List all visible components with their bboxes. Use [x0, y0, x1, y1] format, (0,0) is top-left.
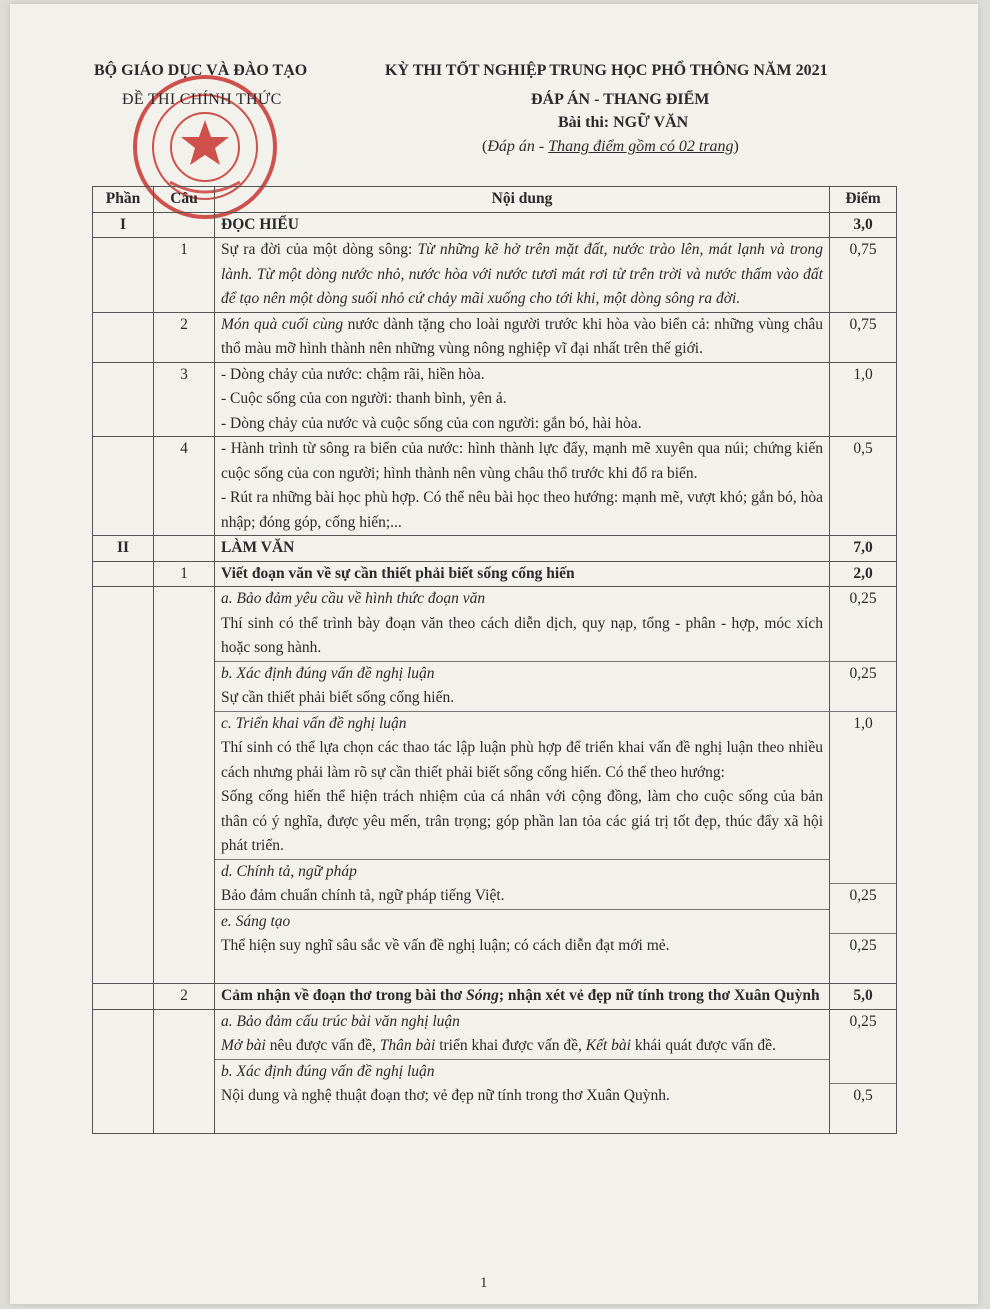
answer-points: 0,75: [830, 238, 897, 313]
answer-points: 1,0: [830, 362, 897, 437]
section-title: ĐỌC HIỂU: [215, 212, 830, 238]
question-number: 1: [154, 561, 215, 587]
table-row: [93, 587, 897, 984]
page-number: 1: [480, 1275, 488, 1291]
table-row: [93, 984, 897, 1010]
question-number: 3: [154, 362, 215, 437]
question-points: 5,0: [830, 984, 897, 1010]
criteria-points: 0,25 0,5: [830, 1009, 897, 1134]
criterion-a: a. Bảo đảm yêu cầu về hình thức đoạn văn Thí sinh có thể trình bày đoạn văn theo cách diễn dịch, quy nạp, tổng - phân - hợp, móc xích hoặc song hành.: [221, 590, 823, 656]
answer-points: 0,5: [830, 437, 897, 536]
criterion-b: b. Xác định đúng vấn đề nghị luận Nội dung và nghệ thuật đoạn thơ; vẻ đẹp nữ tính trong thơ Xuân Quỳnh.: [215, 1059, 829, 1109]
question-points: 2,0: [830, 561, 897, 587]
answer-text: Sự ra đời của một dòng sông: Từ những kẽ hở trên mặt đất, nước trào lên, mát lạnh và trong lành. Từ một dòng nước nhỏ, nước hòa với nước tươi mát rơi từ trên trời và nước thấm vào đất để tạo nên một dòng suối nhỏ cứ chảy mãi xuống cho tới khi, một dòng sông ra đời.: [215, 238, 830, 313]
criterion-c: c. Triển khai vấn đề nghị luận Thí sinh có thể lựa chọn các thao tác lập luận phù hợp để triển khai vấn đề nghị luận theo nhiều cách nhưng phải làm rõ sự cần thiết phải biết sống cống hiến. Có thể theo hướng: Sống cống hiến thể hiện trách nhiệm của cá nhân với cộng đồng, làm cho cuộc sống của bản thân có ý nghĩa, được yêu mến, trân trọng; góp phần lan tỏa các giá trị tốt đẹp, thúc đẩy xã hội phát triển.: [215, 711, 829, 859]
section-title: LÀM VĂN: [215, 536, 830, 562]
criteria-points: 0,25 0,25 1,0 0,25 0,25: [830, 587, 897, 984]
question-number: 4: [154, 437, 215, 536]
table-row: [93, 238, 897, 313]
header-question: Câu: [154, 187, 215, 213]
table-row: [93, 1009, 897, 1134]
header-points: Điểm: [830, 187, 897, 213]
table-header-row: [93, 187, 897, 213]
question-number: 1: [154, 238, 215, 313]
question-title: Cảm nhận về đoạn thơ trong bài thơ Sóng; nhận xét vẻ đẹp nữ tính trong thơ Xuân Quỳnh: [215, 984, 830, 1010]
criterion-e: e. Sáng tạo Thể hiện suy nghĩ sâu sắc về vấn đề nghị luận; có cách diễn đạt mới mẻ.: [215, 909, 829, 959]
question-number: 2: [154, 984, 215, 1010]
exam-title: KỲ THI TỐT NGHIỆP TRUNG HỌC PHỔ THÔNG NĂM 2021: [385, 62, 828, 79]
answer-text: Món quà cuối cùng nước dành tặng cho loài người trước khi hòa vào biển cả: những vùng châu thổ màu mỡ hình thành nên những vùng nông nghiệp vĩ đại nhất trên thế giới.: [215, 312, 830, 362]
section-number: II: [93, 536, 154, 562]
table-row: [93, 362, 897, 437]
criterion-a: a. Bảo đảm cấu trúc bài văn nghị luận Mở bài nêu được vấn đề, Thân bài triển khai được vấn đề, Kết bài khái quát được vấn đề.: [221, 1012, 776, 1054]
doc-title: ĐÁP ÁN - THANG ĐIỂM: [531, 91, 710, 108]
answer-text: - Dòng chảy của nước: chậm rãi, hiền hòa. - Cuộc sống của con người: thanh bình, yên ả. - Dòng chảy của nước và cuộc sống của con người: gắn bó, hài hòa.: [215, 362, 830, 437]
question-title: Viết đoạn văn về sự cần thiết phải biết sống cống hiến: [215, 561, 830, 587]
section-points: 7,0: [830, 536, 897, 562]
section-row: [93, 212, 897, 238]
table-row: [93, 561, 897, 587]
criteria-list: [215, 587, 830, 984]
page-count-note: (Đáp án - Thang điểm gồm có 02 trang): [482, 138, 739, 155]
answer-points: 0,75: [830, 312, 897, 362]
table-row: [93, 312, 897, 362]
criterion-b: b. Xác định đúng vấn đề nghị luận Sự cần thiết phải biết sống cống hiến.: [215, 661, 829, 711]
answer-table: [92, 186, 897, 1134]
criterion-d: d. Chính tả, ngữ pháp Bảo đảm chuẩn chính tả, ngữ pháp tiếng Việt.: [215, 859, 829, 909]
answer-text: - Hành trình từ sông ra biển của nước: hình thành lực đẩy, mạnh mẽ xuyên qua núi; chứng kiến cuộc sống của con người; hình thành nên vùng châu thổ trước khi đổ ra biển. - Rút ra những bài học phù hợp. Có thể nêu bài học theo hướng: mạnh mẽ, vượt khó; gắn bó, hòa nhập; đóng góp, cống hiến;...: [215, 437, 830, 536]
section-points: 3,0: [830, 212, 897, 238]
criteria-list: [215, 1009, 830, 1134]
ministry-name: BỘ GIÁO DỤC VÀ ĐÀO TẠO: [94, 62, 308, 79]
subject-line: Bài thi: NGỮ VĂN: [558, 114, 689, 131]
header-section: Phần: [93, 187, 154, 213]
exam-type: ĐỀ THI CHÍNH THỨC: [122, 91, 282, 108]
section-row: [93, 536, 897, 562]
table-row: [93, 437, 897, 536]
header-content: Nội dung: [215, 187, 830, 213]
question-number: 2: [154, 312, 215, 362]
section-number: I: [93, 212, 154, 238]
